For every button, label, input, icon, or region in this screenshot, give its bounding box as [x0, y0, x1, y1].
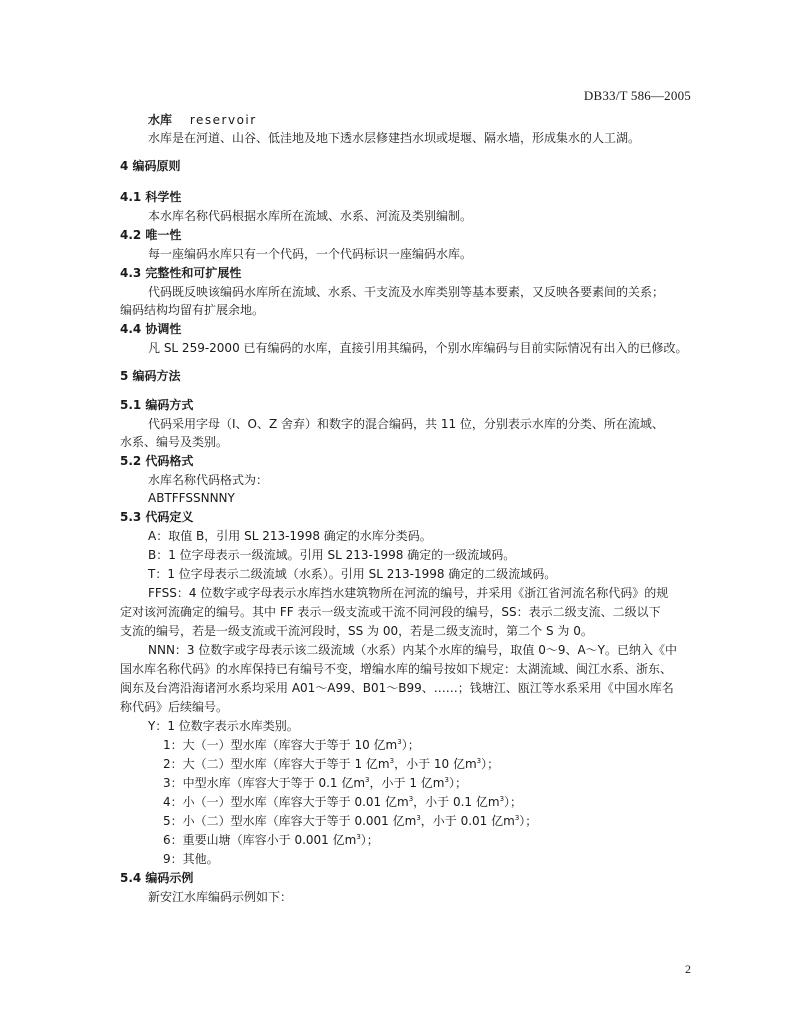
- section-4-3-text-2: 编码结构均留有扩展余地。: [120, 303, 265, 317]
- term-cn: 水库: [148, 113, 173, 127]
- y-item-6: 6：重要山塘（库容小于 0.001 亿$m^3$）；: [163, 833, 379, 847]
- section-4-4-text: 凡 SL 259-2000 已有编码的水库，直接引用其编码，个别水库编码与目前实际情况有出入的已修改。: [148, 341, 688, 355]
- section-4-2-text: 每一座编码水库只有一个代码，一个代码标识一座编码水库。: [148, 247, 473, 261]
- page-number: 2: [685, 962, 691, 976]
- y-item-1: 1：大（一）型水库（库容大于等于 10 亿$m^3$）；: [163, 738, 420, 752]
- definition-nnn-2: 国水库名称代码》的水库保持已有编号不变，增编水库的编号按如下规定：太湖流域、闽江水系、浙东、: [120, 662, 673, 676]
- code-format: ABTFFSSNNNY: [148, 491, 235, 505]
- y-item-2: 2：大（二）型水库（库容大于等于 1 亿$m^3$，小于 10 亿$m^3$）；: [163, 757, 500, 771]
- definition-ffss-1: FFSS：4 位数字或字母表示水库挡水建筑物所在河流的编号，并采用《浙江省河流名称代码》的规: [148, 586, 669, 600]
- definition-b: B：1 位字母表示一级流域。引用 SL 213-1998 确定的一级流域码。: [148, 548, 516, 562]
- section-4-2-heading: 4.2 唯一性: [120, 228, 182, 242]
- definition-t: T：1 位字母表示二级流域（水系）。引用 SL 213-1998 确定的二级流域码。: [148, 567, 557, 581]
- section-4-heading: 4 编码原则: [120, 159, 181, 173]
- section-5-heading: 5 编码方法: [120, 369, 181, 383]
- section-4-1-heading: 4.1 科学性: [120, 190, 182, 204]
- y-item-5: 5：小（二）型水库（库容大于等于 0.001 亿$m^3$，小于 0.01 亿$m^3$）；: [163, 814, 538, 828]
- section-4-4-heading: 4.4 协调性: [120, 322, 182, 336]
- definition-nnn-1: NNN：3 位数字或字母表示该二级流域（水系）内某个水库的编号，取值 0～9、A～Y。已纳入《中: [148, 643, 678, 657]
- section-5-4-heading: 5.4 编码示例: [120, 871, 194, 885]
- y-item-3: 3：中型水库（库容大于等于 0.1 亿$m^3$，小于 1 亿$m^3$）；: [163, 776, 467, 790]
- section-5-1-text-2: 水系、编号及类别。: [120, 435, 229, 449]
- definition-ffss-2: 定对该河流确定的编号。其中 FF 表示一级支流或干流不同河段的编号，SS：表示二级支流、二级以下: [120, 605, 661, 619]
- y-item-9: 9：其他。: [163, 852, 219, 866]
- definition-ffss-3: 支流的编号，若是一级支流或干流河段时，SS 为 00，若是二级支流时，第二个 S 为 0。: [120, 624, 593, 638]
- section-5-1-heading: 5.1 编码方式: [120, 398, 194, 412]
- y-item-4: 4：小（一）型水库（库容大于等于 0.01 亿$m^3$，小于 0.1 亿$m^3$）；: [163, 795, 523, 809]
- definition-nnn-3: 闽东及台湾沿海诸河水系均采用 A01～A99、B01～B99、……；钱塘江、瓯江等水系采用《中国水库名: [120, 681, 674, 695]
- section-5-2-text: 水库名称代码格式为：: [148, 473, 269, 487]
- section-5-3-heading: 5.3 代码定义: [120, 510, 194, 524]
- definition-a: A：取值 B，引用 SL 213-1998 确定的水库分类码。: [148, 529, 432, 543]
- section-4-3-text-1: 代码既反映该编码水库所在流域、水系、干支流及水库类别等基本要素，又反映各要素间的关系；: [148, 285, 665, 299]
- term-definition: 水库是在河道、山谷、低洼地及地下透水层修建挡水坝或堤堰、隔水墙，形成集水的人工湖。: [148, 131, 641, 145]
- standard-code: DB33/T 586—2005: [583, 88, 691, 103]
- definition-nnn-4: 称代码》后续编号。: [120, 700, 229, 714]
- term-line: [148, 112, 257, 128]
- section-5-1-text-1: 代码采用字母（I、O、Z 舍弃）和数字的混合编码，共 11 位，分别表示水库的分类、所在流域、: [148, 417, 664, 431]
- section-4-1-text: 本水库名称代码根据水库所在流域、水系、河流及类别编制。: [148, 209, 473, 223]
- section-5-2-heading: 5.2 代码格式: [120, 454, 194, 468]
- section-5-4-text: 新安江水库编码示例如下：: [148, 890, 293, 904]
- definition-y: Y：1 位数字表示水库类别。: [148, 719, 299, 733]
- term-en: reservoir: [189, 113, 257, 127]
- section-4-3-heading: 4.3 完整性和可扩展性: [120, 266, 242, 280]
